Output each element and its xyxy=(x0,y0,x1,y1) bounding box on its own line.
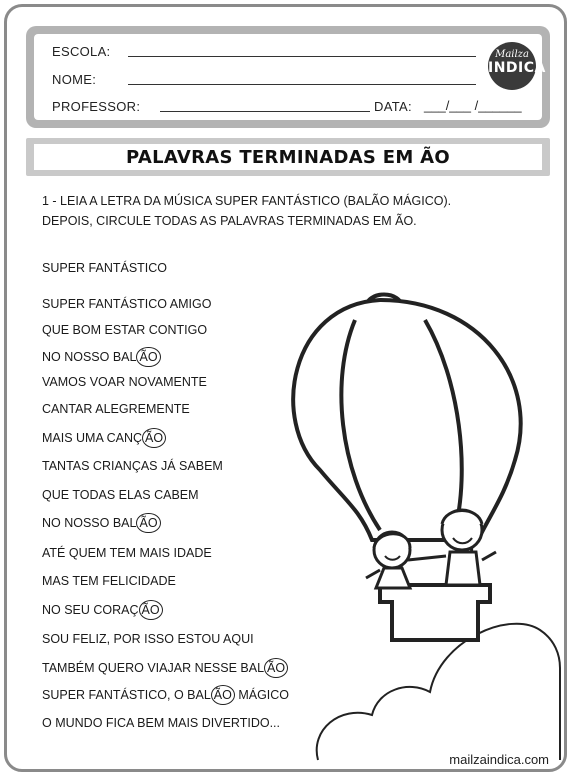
lyric-text: SOU FELIZ, POR ISSO ESTOU AQUI xyxy=(42,632,254,646)
lyric-text: MAS TEM FELICIDADE xyxy=(42,574,176,588)
teacher-label: PROFESSOR: xyxy=(52,99,141,114)
lyric-text: NO SEU CORAÇ xyxy=(42,603,139,617)
circled-ending[interactable]: ÃO xyxy=(142,428,166,448)
circled-ending[interactable]: ÃO xyxy=(136,513,160,533)
lyric-text: NO NOSSO BAL xyxy=(42,516,137,530)
circled-ending[interactable]: ÃO xyxy=(136,347,160,367)
circled-ending[interactable]: ÃO xyxy=(264,658,288,678)
name-label: NOME: xyxy=(52,72,97,87)
boy-shirt xyxy=(446,552,480,585)
lyric-text: CANTAR ALEGREMENTE xyxy=(42,402,190,416)
instruction-line-2: DEPOIS, CIRCULE TODAS AS PALAVRAS TERMINADAS EM ÃO. xyxy=(42,214,417,228)
lyric-text: NO NOSSO BAL xyxy=(42,350,137,364)
balloon-envelope xyxy=(293,300,520,540)
lyric-text: VAMOS VOAR NOVAMENTE xyxy=(42,375,207,389)
girl-arm xyxy=(366,570,380,578)
lyric-text: SUPER FANTÁSTICO AMIGO xyxy=(42,297,212,311)
date-field[interactable]: ___/___ /______ xyxy=(424,98,522,113)
lyric-text: ATÉ QUEM TEM MAIS IDADE xyxy=(42,546,212,560)
girl-dress xyxy=(376,568,410,588)
lyric-text: MAIS UMA CANÇ xyxy=(42,431,143,445)
lyric-text-after: MÁGICO xyxy=(234,688,290,702)
logo-top-text: Mailza xyxy=(495,49,529,60)
lyric-text: TAMBÉM QUERO VIAJAR NESSE BAL xyxy=(42,661,265,675)
school-label: ESCOLA: xyxy=(52,44,111,59)
song-title: SUPER FANTÁSTICO xyxy=(42,261,168,275)
page-title: PALAVRAS TERMINADAS EM ÃO xyxy=(126,146,450,168)
lyric-text: TANTAS CRIANÇAS JÁ SABEM xyxy=(42,459,223,473)
basket xyxy=(380,585,490,640)
instruction-line-1: 1 - LEIA A LETRA DA MÚSICA SUPER FANTÁSTICO (BALÃO MÁGICO). xyxy=(42,194,452,208)
cloud-outline xyxy=(317,624,560,760)
holding-hands xyxy=(408,556,446,560)
lyric-text: SUPER FANTÁSTICO, O BAL xyxy=(42,688,211,702)
logo-bottom-text: INDICA xyxy=(488,60,546,76)
lyric-text: QUE BOM ESTAR CONTIGO xyxy=(42,323,208,337)
boy-arm xyxy=(482,552,496,560)
date-label: DATA: xyxy=(374,99,412,114)
footer-url: mailzaindica.com xyxy=(449,752,549,767)
lyric-text: O MUNDO FICA BEM MAIS DIVERTIDO... xyxy=(42,716,280,730)
circled-ending[interactable]: ÃO xyxy=(211,685,235,705)
lyric-text: QUE TODAS ELAS CABEM xyxy=(42,488,199,502)
circled-ending[interactable]: ÃO xyxy=(139,600,163,620)
